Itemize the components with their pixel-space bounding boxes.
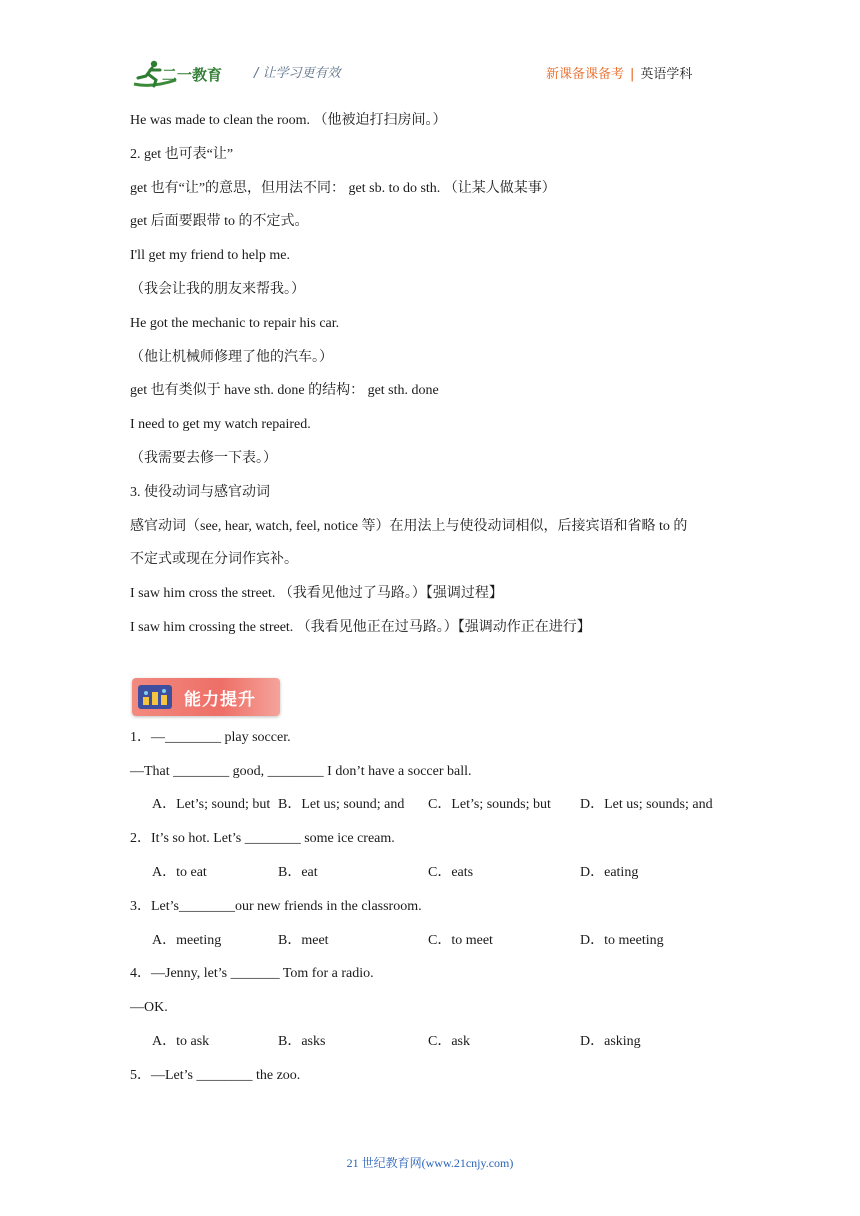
page-header [0,56,860,96]
text-line: get 也有类似于 have sth. done 的结构： get sth. done [130,383,439,399]
text-line: 感官动词（see, hear, watch, feel, notice 等）在用法上与使役动词相似，后接宾语和省略 to 的 [130,518,688,534]
question-stem: 1．—________ play soccer. [130,729,291,745]
option-d[interactable]: D．Let us; sounds; and [580,797,713,813]
runner-logo-icon [132,58,252,90]
option-a[interactable]: A．meeting [152,932,222,948]
text-line: He was made to clean the room. （他被迫打扫房间。） [130,113,447,128]
subject-label: 英语学科 [640,67,693,82]
brand-logo [132,58,252,90]
example-sentence: I need to get my watch repaired. [130,417,311,433]
section-heading: 2. get 也可表“让” [130,146,234,162]
question-stem: —OK. [130,1000,168,1016]
option-c[interactable]: C．eats [428,864,474,880]
example-translation: （他让机械师修理了他的汽车。） [130,349,333,365]
slogan: / 让学习更有效 [254,66,341,81]
section-badge-label: 能力提升 [184,689,256,710]
option-d[interactable]: D．to meeting [580,932,664,948]
question-stem: 5．—Let’s ________ the zoo. [130,1067,301,1083]
example-sentence: I saw him cross the street. （我看见他过了马路。）【强调过程】 [130,586,503,602]
section-badge-wrap [130,651,740,727]
example-sentence: I'll get my friend to help me. [130,248,290,264]
option-a[interactable]: A．to eat [152,864,207,880]
example-sentence: I saw him crossing the street. （我看见他正在过马路。）【强调动作正在进行】 [130,619,591,635]
question-stem: 2．It’s so hot. Let’s ________ some ice cream. [130,831,395,847]
example-translation: （我会让我的朋友来帮我。） [130,281,305,297]
logo-text: 二一教育 [162,66,223,84]
option-a[interactable]: A．Let’s; sound; but [152,797,271,813]
option-a[interactable]: A．to ask [152,1033,210,1049]
question-options [130,862,740,896]
option-c[interactable]: C．to meet [428,932,493,948]
question-stem: —That ________ good, ________ I don’t have a soccer ball. [130,763,472,779]
option-b[interactable]: B．meet [278,932,329,948]
question-stem: 3．Let’s________our new friends in the classroom. [130,898,422,914]
document-body [130,110,740,1099]
question-options [130,930,740,964]
chart-icon [138,685,172,709]
tagline-text: 新课备课备考 [546,67,625,82]
text-line: 不定式或现在分词作宾补。 [130,552,298,568]
question-options [130,1031,740,1065]
section-badge [132,678,280,716]
header-tagline [546,63,692,82]
option-d[interactable]: D．asking [580,1033,641,1049]
option-b[interactable]: B．Let us; sound; and [278,797,405,813]
text-line: get 也有“让”的意思，但用法不同： get sb. to do sth. （让某人做某事） [130,180,556,196]
option-d[interactable]: D．eating [580,864,639,880]
text-line: get 后面要跟带 to 的不定式。 [130,214,309,230]
option-c[interactable]: C．Let’s; sounds; but [428,797,551,813]
example-sentence: He got the mechanic to repair his car. [130,315,340,331]
tagline-separator: | [630,67,635,82]
question-options [130,794,740,828]
page-footer: 21 世纪教育网(www.21cnjy.com) [346,1156,514,1170]
example-translation: （我需要去修一下表。） [130,450,277,466]
option-b[interactable]: B．eat [278,864,318,880]
section-heading: 3. 使役动词与感官动词 [130,484,270,500]
question-stem: 4．—Jenny, let’s _______ Tom for a radio. [130,966,374,982]
option-b[interactable]: B．asks [278,1033,326,1049]
option-c[interactable]: C．ask [428,1033,470,1049]
